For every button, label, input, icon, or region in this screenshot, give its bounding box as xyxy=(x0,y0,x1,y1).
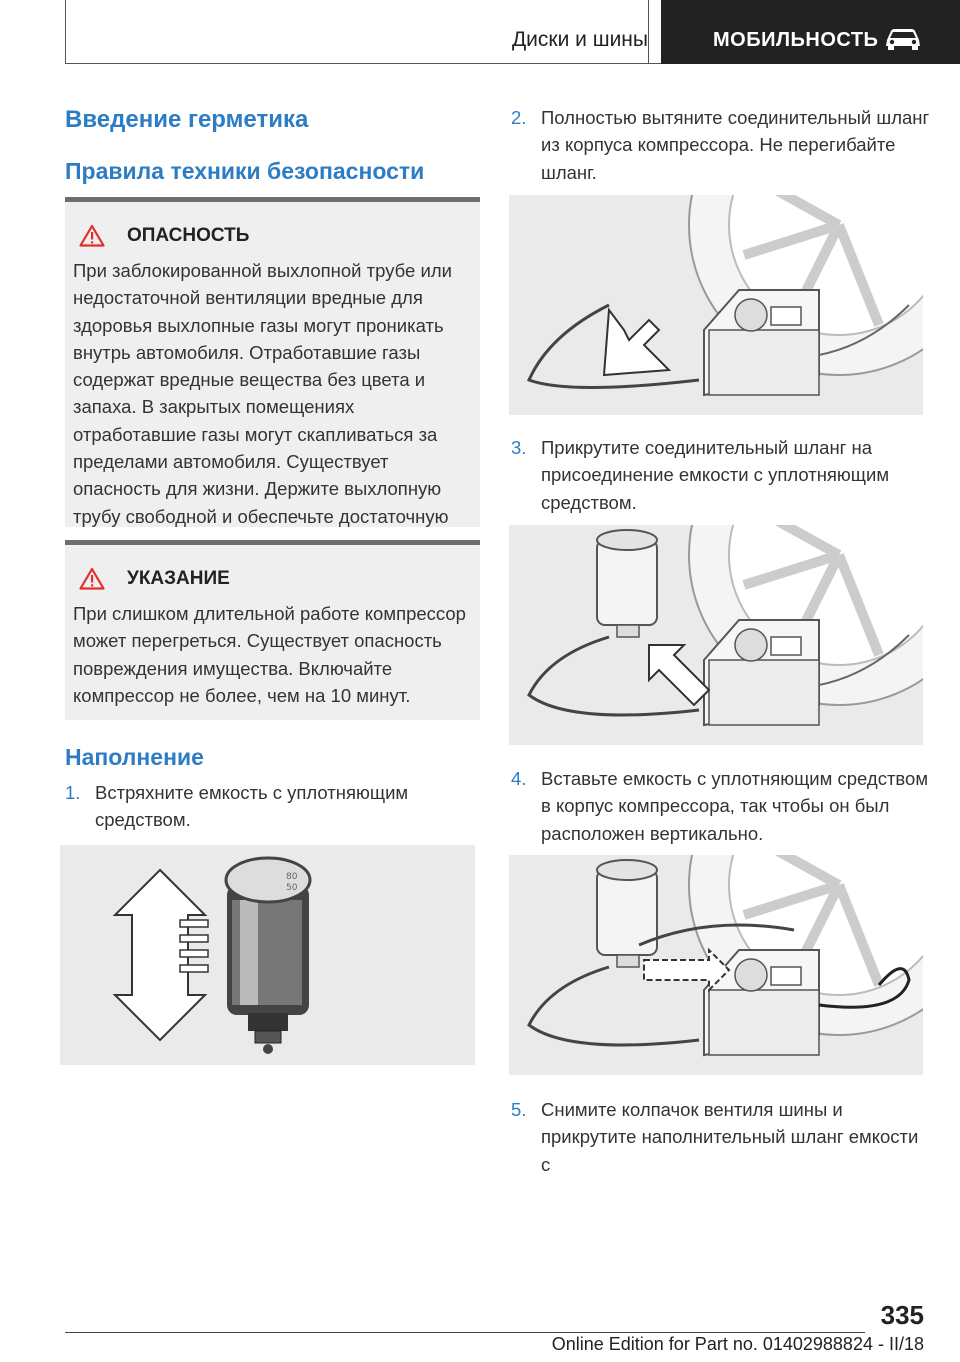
header-section-title: Диски и шины xyxy=(511,28,648,51)
page-title: Введение герметика xyxy=(65,106,309,133)
footer-divider xyxy=(65,1332,865,1333)
step-number: 4. xyxy=(511,768,527,789)
figure-pull-hose xyxy=(509,195,923,415)
step-number: 3. xyxy=(511,437,527,458)
step-text: Снимите колпачок вентиля шины и прикрутите наполнительный шланг емкости с xyxy=(541,1099,919,1175)
step-number: 5. xyxy=(511,1099,527,1120)
danger-text: При заблокированной выхлопной трубе или недостаточной вентиляции вредные для здоровья выхлопные газы могут проникать внутрь автомобиля. Отработавшие газы содержат вредные вещества без цвета и запаха. В закрытых помещениях отработавшие газы могут скапливаться за пределами автомобиля. Существует опасность для жизни. Держите выхлопную трубу свободной и обеспечьте достаточную xyxy=(73,260,452,527)
figure-shake-bottle xyxy=(60,845,475,1065)
header-underline xyxy=(65,63,661,64)
header-chapter-label: МОБИЛЬНОСТЬ xyxy=(713,29,879,51)
step-text: Встряхните емкость с уплотняющим средством. xyxy=(95,782,409,831)
step-3 xyxy=(511,434,931,516)
step-text: Полностью вытяните соединительный шланг из корпуса компрессора. Не перегибайте шланг. xyxy=(541,107,930,183)
step-number: 1. xyxy=(65,782,81,803)
figure-connect-hose xyxy=(509,525,923,745)
step-4 xyxy=(511,765,931,847)
section-title-safety: Правила техники безопасности xyxy=(65,158,425,184)
bottle-label-bottom: 50 xyxy=(286,883,298,893)
step-2 xyxy=(511,104,931,186)
header-chapter-tab[interactable] xyxy=(661,0,960,64)
page-number: 335 xyxy=(880,1300,924,1330)
warning-triangle-icon xyxy=(79,224,105,247)
step-text: Прикрутите соединительный шланг на присоединение емкости с уплотняющим средством. xyxy=(541,437,890,513)
bottle-label-top: 80 xyxy=(286,872,298,882)
step-1 xyxy=(65,779,477,834)
danger-label: ОПАСНОСТЬ xyxy=(127,224,250,246)
danger-heading xyxy=(73,224,470,247)
notice-box xyxy=(65,540,480,720)
notice-heading xyxy=(73,567,470,590)
notice-text: При слишком длительной работе компрессор может перегреться. Существует опасность повреждения имущества. Включайте компрессор не более, чем на 10 минут. xyxy=(73,603,466,706)
notice-label: УКАЗАНИЕ xyxy=(127,567,230,589)
header-divider-left xyxy=(65,0,66,64)
figure-insert-bottle xyxy=(509,855,923,1075)
header-divider-mid xyxy=(648,0,649,64)
warning-triangle-icon xyxy=(79,567,105,590)
step-number: 2. xyxy=(511,107,527,128)
car-icon xyxy=(883,26,923,50)
footer-edition: Online Edition for Part no. 01402988824 - II/18 xyxy=(551,1334,924,1354)
section-title-filling: Наполнение xyxy=(65,744,204,770)
danger-box xyxy=(65,197,480,527)
step-text: Вставьте емкость с уплотняющим средством в корпус компрессора, так чтобы он был расположен вертикально. xyxy=(541,768,929,844)
step-5 xyxy=(511,1096,931,1178)
